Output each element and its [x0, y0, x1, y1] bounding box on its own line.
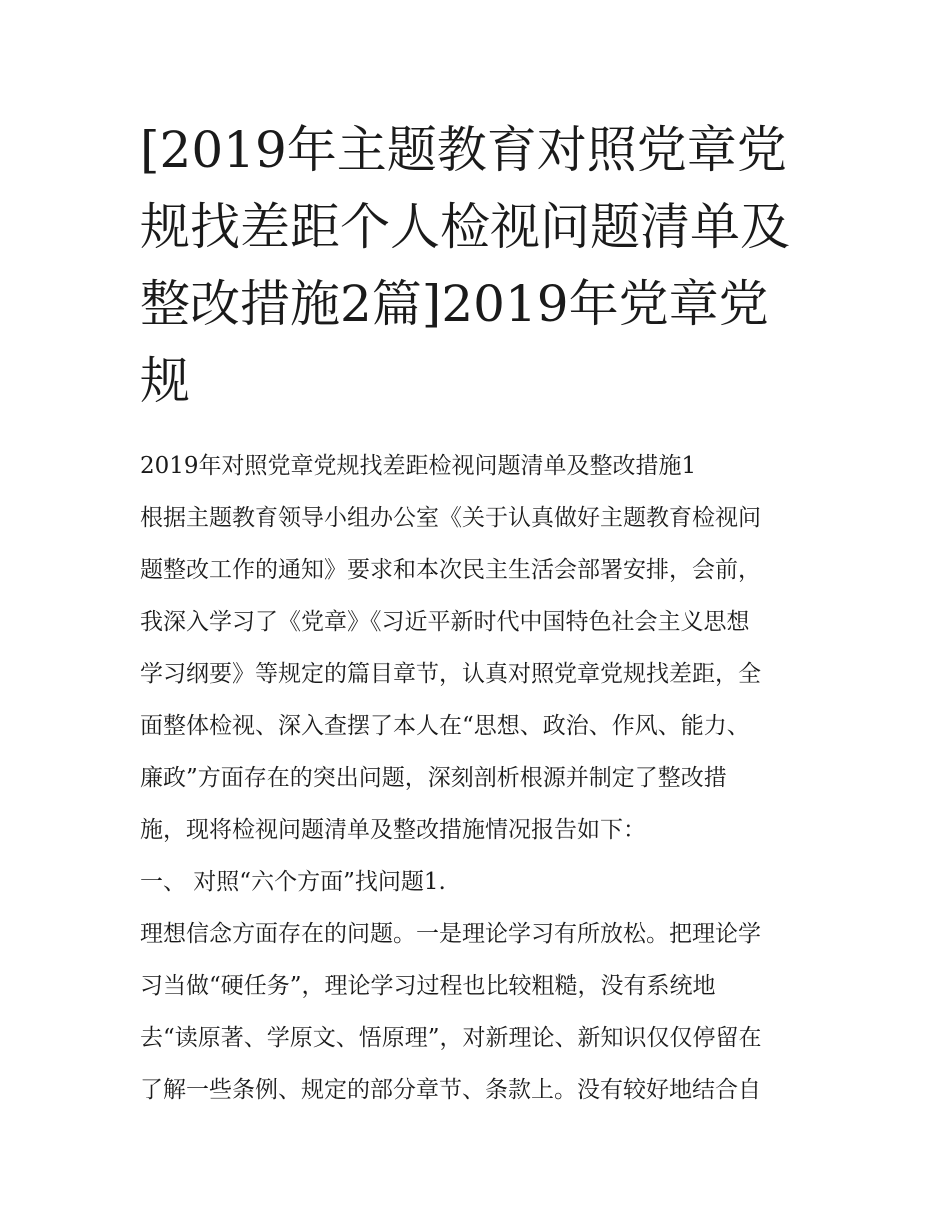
body-line: 习当做“硬任务”，理论学习过程也比较粗糙，没有系统地 — [140, 973, 716, 999]
body-line: 学习纲要》等规定的篇目章节，认真对照党章党规找差距，全 — [140, 661, 761, 687]
body-line: 2019年对照党章党规找差距检视问题清单及整改措施1 — [140, 453, 697, 479]
title-line: [2019年主题教育对照党章党 — [140, 121, 787, 179]
body-line: 去“读原著、学原文、悟原理”，对新理论、新知识仅仅停留在 — [140, 1025, 762, 1051]
body-line: 根据主题教育领导小组办公室《关于认真做好主题教育检视问 — [140, 505, 761, 531]
document-body — [140, 440, 820, 1116]
body-line: 理想信念方面存在的问题。一是理论学习有所放松。把理论学 — [140, 921, 761, 947]
title-line: 规找差距个人检视问题清单及 — [140, 198, 790, 256]
body-line: 面整体检视、深入查摆了本人在“思想、政治、作风、能力、 — [140, 713, 750, 739]
title-line: 整改措施2篇]2019年党章党 — [140, 275, 769, 333]
title-line: 规 — [140, 352, 190, 410]
document-title — [140, 112, 820, 420]
document-page — [140, 112, 820, 1116]
body-line: 廉政”方面存在的突出问题，深刻剖析根源并制定了整改措 — [140, 765, 727, 791]
body-line: 了解一些条例、规定的部分章节、条款上。没有较好地结合自 — [140, 1077, 761, 1103]
body-line: 题整改工作的通知》要求和本次民主生活会部署安排，会前， — [140, 557, 761, 583]
body-line: 一、 对照“六个方面”找问题1. — [140, 869, 446, 895]
body-line: 施，现将检视问题清单及整改措施情况报告如下： — [140, 817, 646, 843]
body-line: 我深入学习了《党章》《习近平新时代中国特色社会主义思想 — [140, 609, 750, 635]
